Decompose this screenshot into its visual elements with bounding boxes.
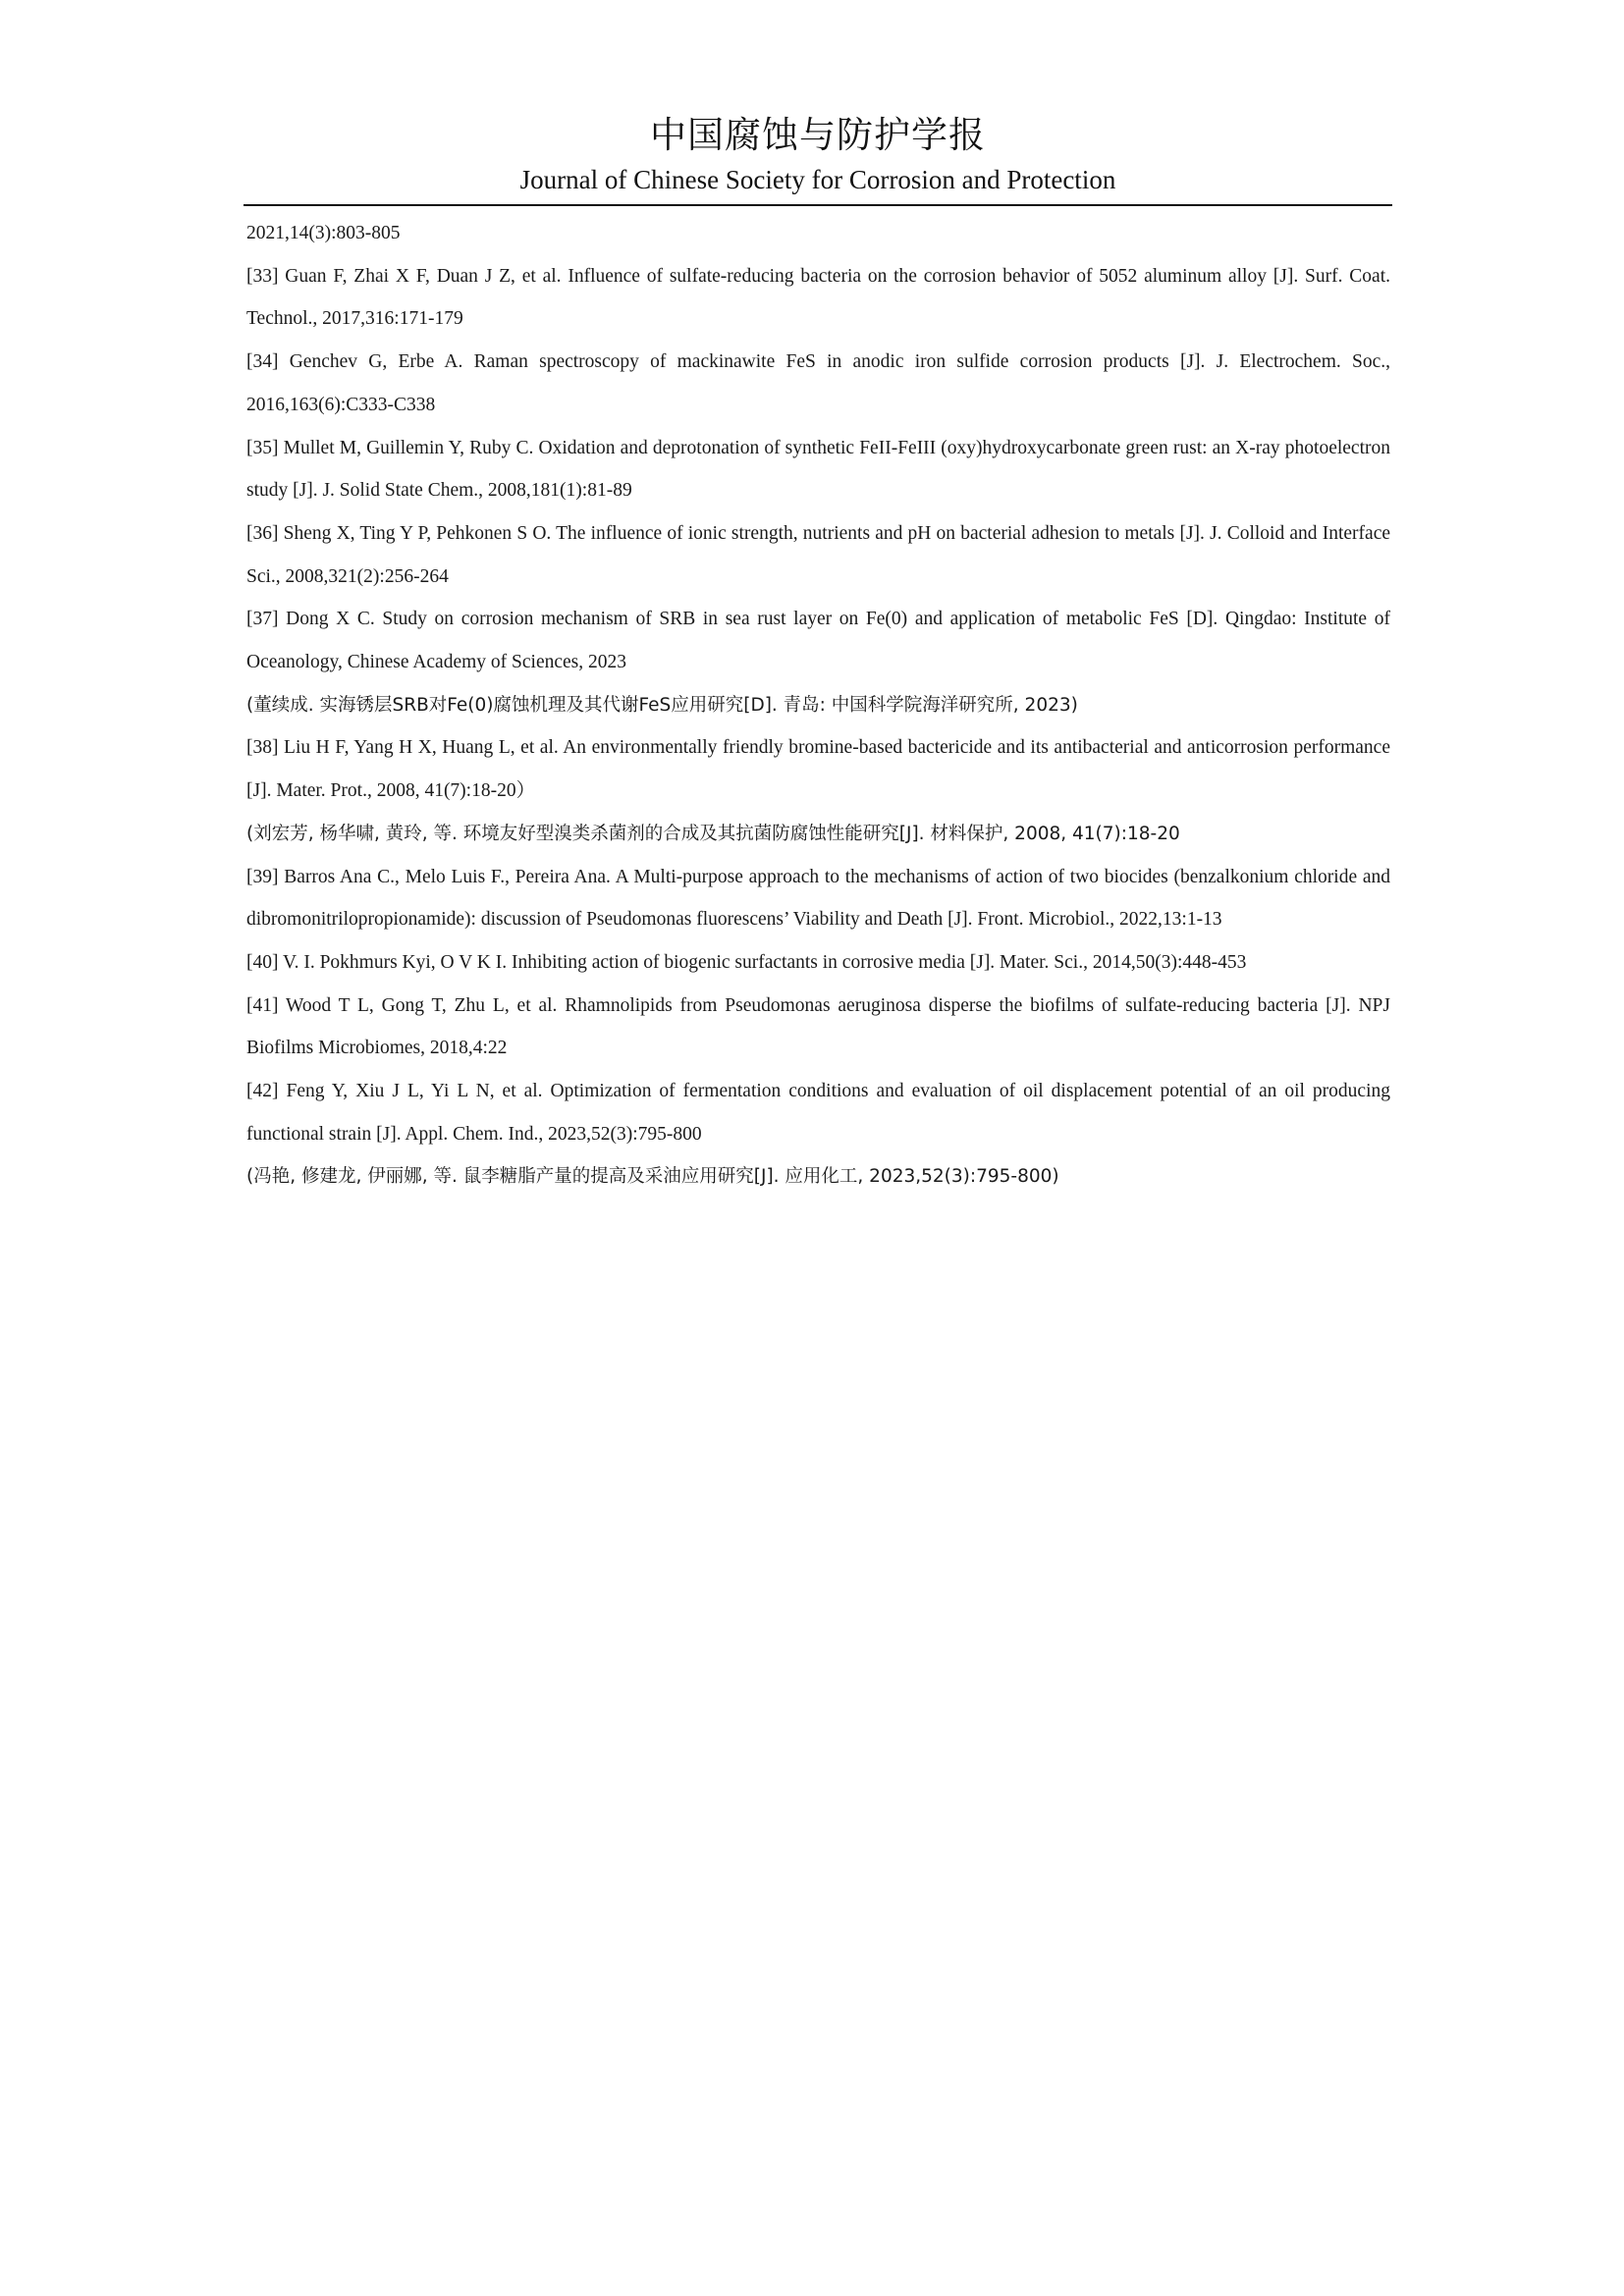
reference-chinese-translation: (刘宏芳, 杨华啸, 黄玲, 等. 环境友好型溴类杀菌剂的合成及其抗菌防腐蚀性能研究[J]. 材料保护, 2008, 41(7):18-20 xyxy=(246,823,1180,844)
reference-chinese-translation: (冯艳, 修建龙, 伊丽娜, 等. 鼠李糖脂产量的提高及采油应用研究[J]. 应用化工, 2023,52(3):795-800) xyxy=(246,1166,1059,1188)
reference-entry: [37] Dong X C. Study on corrosion mechanism of SRB in sea rust layer on Fe(0) and application of metabolic FeS [D]. Qingdao: Institute of Oceanology, Chinese Academy of Sciences, 2023 xyxy=(246,609,1390,673)
reference-entry: [39] Barros Ana C., Melo Luis F., Pereira Ana. A Multi-purpose approach to the mechanisms of action of two biocides (benzalkonium chloride and dibromonitrilopropionamide): discussion of Pseudomonas fluorescens’ Viability and Death [J]. Front. Microbiol., 2022,13:1-13 xyxy=(246,866,1390,931)
reference-entry: [35] Mullet M, Guillemin Y, Ruby C. Oxidation and deprotonation of synthetic FeII-FeIII (oxy)hydroxycarbonate green rust: an X-ray photoelectron study [J]. J. Solid State Chem., 2008,181(1):81-89 xyxy=(246,437,1390,502)
page-header xyxy=(244,110,1392,196)
reference-entry: [41] Wood T L, Gong T, Zhu L, et al. Rhamnolipids from Pseudomonas aeruginosa disperse the biofilms of sulfate-reducing bacteria [J]. NPJ Biofilms Microbiomes, 2018,4:22 xyxy=(246,994,1390,1059)
reference-entry: [38] Liu H F, Yang H X, Huang L, et al. An environmentally friendly bromine-based bactericide and its antibacterial and anticorrosion performance [J]. Mater. Prot., 2008, 41(7):18-20） xyxy=(246,737,1390,802)
journal-title-chinese: 中国腐蚀与防护学报 xyxy=(650,114,986,156)
reference-chinese-translation: (董续成. 实海锈层SRB对Fe(0)腐蚀机理及其代谢FeS应用研究[D]. 青岛: 中国科学院海洋研究所, 2023) xyxy=(246,694,1078,716)
reference-entry: [36] Sheng X, Ting Y P, Pehkonen S O. The influence of ionic strength, nutrients and pH on bacterial adhesion to metals [J]. J. Colloid and Interface Sci., 2008,321(2):256-264 xyxy=(246,522,1390,587)
reference-entry: 2021,14(3):803-805 xyxy=(246,223,401,243)
reference-entry: [33] Guan F, Zhai X F, Duan J Z, et al. Influence of sulfate-reducing bacteria on the corrosion behavior of 5052 aluminum alloy [J]. Surf. Coat. Technol., 2017,316:171-179 xyxy=(246,265,1390,330)
journal-title-english: Journal of Chinese Society for Corrosion and Protection xyxy=(519,165,1116,194)
reference-list xyxy=(246,212,1390,1199)
reference-entry: [34] Genchev G, Erbe A. Raman spectroscopy of mackinawite FeS in anodic iron sulfide corrosion products [J]. J. Electrochem. Soc., 2016,163(6):C333-C338 xyxy=(246,351,1390,415)
header-divider xyxy=(244,204,1392,206)
reference-entry: [40] V. I. Pokhmurs Kyi, O V K I. Inhibiting action of biogenic surfactants in corrosive media [J]. Mater. Sci., 2014,50(3):448-453 xyxy=(246,951,1247,973)
reference-entry: [42] Feng Y, Xiu J L, Yi L N, et al. Optimization of fermentation conditions and evaluation of oil displacement potential of an oil producing functional strain [J]. Appl. Chem. Ind., 2023,52(3):795-800 xyxy=(246,1081,1390,1145)
